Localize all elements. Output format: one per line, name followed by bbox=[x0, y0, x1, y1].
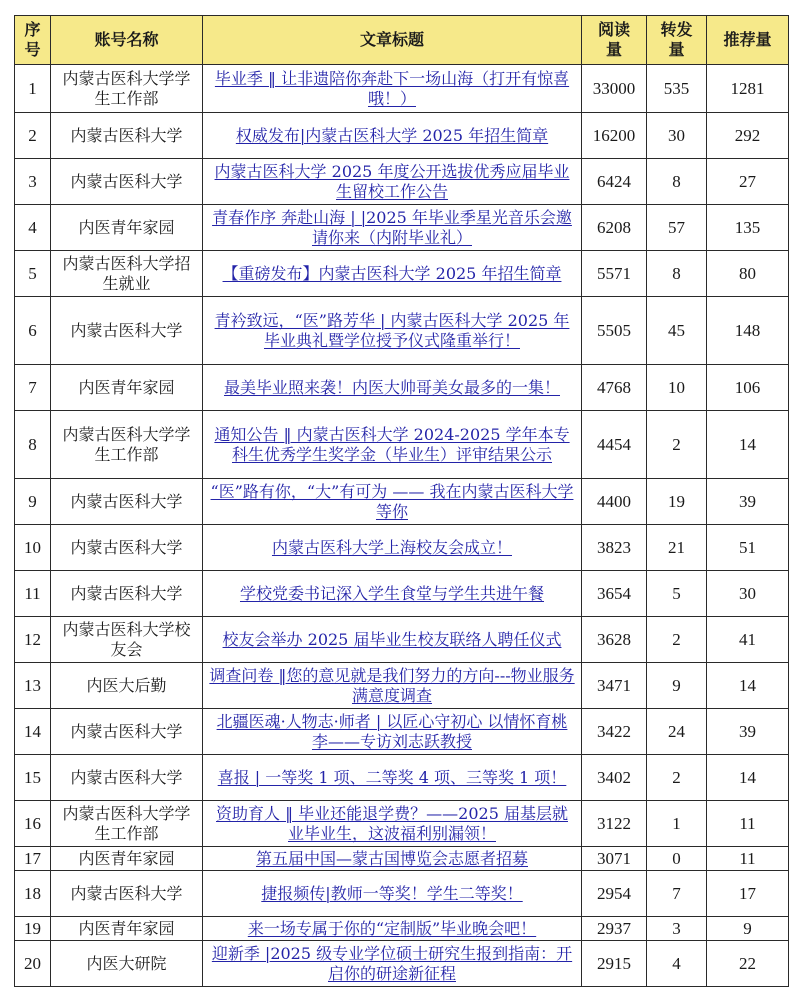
article-title-link[interactable]: 校友会举办 2025 届毕业生校友联络人聘任仪式 bbox=[222, 629, 562, 649]
table-row bbox=[15, 941, 789, 987]
read-count: 3402 bbox=[582, 755, 647, 801]
row-index: 5 bbox=[15, 251, 51, 297]
read-count: 3823 bbox=[582, 525, 647, 571]
table-row bbox=[15, 755, 789, 801]
account-name: 内蒙古医科大学 bbox=[51, 479, 203, 525]
article-title-cell bbox=[203, 525, 582, 571]
read-count: 2954 bbox=[582, 871, 647, 917]
account-name: 内蒙古医科大学校友会 bbox=[51, 617, 203, 663]
recommend-count: 22 bbox=[707, 941, 789, 987]
row-index: 4 bbox=[15, 205, 51, 251]
account-name: 内蒙古医科大学 bbox=[51, 755, 203, 801]
header-index: 序号 bbox=[15, 16, 51, 65]
read-count: 4400 bbox=[582, 479, 647, 525]
row-index: 20 bbox=[15, 941, 51, 987]
read-count: 5571 bbox=[582, 251, 647, 297]
share-count: 8 bbox=[647, 159, 707, 205]
read-count: 3422 bbox=[582, 709, 647, 755]
account-name: 内蒙古医科大学学生工作部 bbox=[51, 65, 203, 113]
header-title: 文章标题 bbox=[203, 16, 582, 65]
share-count: 10 bbox=[647, 365, 707, 411]
article-title-cell bbox=[203, 113, 582, 159]
article-title-link[interactable]: 捷报频传|教师一等奖！学生二等奖！ bbox=[261, 883, 523, 903]
table-row bbox=[15, 871, 789, 917]
read-count: 6208 bbox=[582, 205, 647, 251]
share-count: 2 bbox=[647, 755, 707, 801]
read-count: 3471 bbox=[582, 663, 647, 709]
row-index: 10 bbox=[15, 525, 51, 571]
row-index: 18 bbox=[15, 871, 51, 917]
share-count: 21 bbox=[647, 525, 707, 571]
recommend-count: 9 bbox=[707, 917, 789, 941]
read-count: 2937 bbox=[582, 917, 647, 941]
article-title-link[interactable]: 毕业季 ‖ 让非遗陪你奔赴下一场山海（打开有惊喜哦！） bbox=[214, 68, 570, 108]
row-index: 15 bbox=[15, 755, 51, 801]
article-title-link[interactable]: “医”路有你，“大”有可为 —— 我在内蒙古医科大学等你 bbox=[210, 481, 574, 521]
recommend-count: 27 bbox=[707, 159, 789, 205]
article-title-cell bbox=[203, 663, 582, 709]
table-row bbox=[15, 525, 789, 571]
recommend-count: 14 bbox=[707, 663, 789, 709]
article-title-cell bbox=[203, 801, 582, 847]
read-count: 3654 bbox=[582, 571, 647, 617]
recommend-count: 292 bbox=[707, 113, 789, 159]
share-count: 4 bbox=[647, 941, 707, 987]
account-name: 内蒙古医科大学学生工作部 bbox=[51, 801, 203, 847]
read-count: 3071 bbox=[582, 847, 647, 871]
article-title-link[interactable]: 北疆医魂·人物志·师者 | 以匠心守初心 以情怀育桃李——专访刘志跃教授 bbox=[216, 711, 568, 751]
account-name: 内蒙古医科大学 bbox=[51, 871, 203, 917]
table-row bbox=[15, 205, 789, 251]
article-title-cell bbox=[203, 571, 582, 617]
article-title-cell bbox=[203, 65, 582, 113]
share-count: 57 bbox=[647, 205, 707, 251]
read-count: 4454 bbox=[582, 411, 647, 479]
table-row bbox=[15, 251, 789, 297]
account-name: 内蒙古医科大学 bbox=[51, 571, 203, 617]
share-count: 30 bbox=[647, 113, 707, 159]
account-name: 内医大后勤 bbox=[51, 663, 203, 709]
article-title-cell bbox=[203, 365, 582, 411]
table-row bbox=[15, 663, 789, 709]
article-title-link[interactable]: 【重磅发布】内蒙古医科大学 2025 年招生简章 bbox=[222, 263, 562, 283]
article-title-cell bbox=[203, 847, 582, 871]
row-index: 2 bbox=[15, 113, 51, 159]
share-count: 9 bbox=[647, 663, 707, 709]
table-row bbox=[15, 917, 789, 941]
account-name: 内蒙古医科大学招生就业 bbox=[51, 251, 203, 297]
table-row bbox=[15, 65, 789, 113]
table-row bbox=[15, 801, 789, 847]
share-count: 19 bbox=[647, 479, 707, 525]
table-row bbox=[15, 709, 789, 755]
share-count: 2 bbox=[647, 617, 707, 663]
article-title-link[interactable]: 青春作序 奔赴山海 | |2025 年毕业季星光音乐会邀请你来（内附毕业礼） bbox=[212, 207, 572, 247]
table-row bbox=[15, 617, 789, 663]
header-account: 账号名称 bbox=[51, 16, 203, 65]
account-name: 内医青年家园 bbox=[51, 847, 203, 871]
row-index: 17 bbox=[15, 847, 51, 871]
row-index: 8 bbox=[15, 411, 51, 479]
row-index: 16 bbox=[15, 801, 51, 847]
read-count: 3628 bbox=[582, 617, 647, 663]
account-name: 内蒙古医科大学 bbox=[51, 297, 203, 365]
article-title-link[interactable]: 来一场专属于你的“定制版”毕业晚会吧！ bbox=[247, 918, 537, 938]
account-name: 内蒙古医科大学 bbox=[51, 113, 203, 159]
article-title-cell bbox=[203, 755, 582, 801]
row-index: 14 bbox=[15, 709, 51, 755]
read-count: 2915 bbox=[582, 941, 647, 987]
article-title-link[interactable]: 权威发布|内蒙古医科大学 2025 年招生简章 bbox=[235, 125, 549, 145]
row-index: 3 bbox=[15, 159, 51, 205]
article-title-link[interactable]: 青衿致远，“医”路芳华 | 内蒙古医科大学 2025 年毕业典礼暨学位授予仪式隆重举行！ bbox=[214, 310, 570, 350]
row-index: 7 bbox=[15, 365, 51, 411]
article-title-cell bbox=[203, 709, 582, 755]
table-row bbox=[15, 365, 789, 411]
account-name: 内蒙古医科大学 bbox=[51, 159, 203, 205]
table-header-row bbox=[15, 16, 789, 65]
table-row bbox=[15, 847, 789, 871]
recommend-count: 148 bbox=[707, 297, 789, 365]
share-count: 7 bbox=[647, 871, 707, 917]
article-title-link[interactable]: 资助育人 ‖ 毕业还能退学费？——2025 届基层就业毕业生，这波福利别漏领！ bbox=[216, 803, 568, 843]
article-title-link[interactable]: 内蒙古医科大学上海校友会成立！ bbox=[271, 537, 512, 557]
share-count: 535 bbox=[647, 65, 707, 113]
recommend-count: 80 bbox=[707, 251, 789, 297]
recommend-count: 17 bbox=[707, 871, 789, 917]
recommend-count: 39 bbox=[707, 709, 789, 755]
account-name: 内蒙古医科大学 bbox=[51, 709, 203, 755]
article-title-link[interactable]: 内蒙古医科大学 2025 年度公开选拔优秀应届毕业生留校工作公告 bbox=[214, 161, 570, 201]
article-title-cell bbox=[203, 871, 582, 917]
row-index: 1 bbox=[15, 65, 51, 113]
table-row bbox=[15, 571, 789, 617]
account-name: 内医青年家园 bbox=[51, 205, 203, 251]
recommend-count: 135 bbox=[707, 205, 789, 251]
recommend-count: 106 bbox=[707, 365, 789, 411]
recommend-count: 14 bbox=[707, 411, 789, 479]
read-count: 16200 bbox=[582, 113, 647, 159]
row-index: 11 bbox=[15, 571, 51, 617]
table-row bbox=[15, 479, 789, 525]
row-index: 13 bbox=[15, 663, 51, 709]
recommend-count: 11 bbox=[707, 801, 789, 847]
article-ranking-table bbox=[14, 15, 789, 987]
recommend-count: 14 bbox=[707, 755, 789, 801]
article-title-cell bbox=[203, 941, 582, 987]
account-name: 内医大研院 bbox=[51, 941, 203, 987]
read-count: 6424 bbox=[582, 159, 647, 205]
share-count: 2 bbox=[647, 411, 707, 479]
read-count: 3122 bbox=[582, 801, 647, 847]
table-body bbox=[15, 65, 789, 987]
table-row bbox=[15, 411, 789, 479]
article-title-cell bbox=[203, 205, 582, 251]
article-title-link[interactable]: 学校党委书记深入学生食堂与学生共进午餐 bbox=[239, 583, 544, 603]
recommend-count: 11 bbox=[707, 847, 789, 871]
table-row bbox=[15, 297, 789, 365]
article-title-link[interactable]: 喜报 | 一等奖 1 项、二等奖 4 项、三等奖 1 项！ bbox=[217, 767, 567, 787]
row-index: 9 bbox=[15, 479, 51, 525]
article-title-link[interactable]: 最美毕业照来袭！内医大帅哥美女最多的一集！ bbox=[223, 377, 560, 397]
header-recommends: 推荐量 bbox=[707, 16, 789, 65]
share-count: 8 bbox=[647, 251, 707, 297]
account-name: 内医青年家园 bbox=[51, 365, 203, 411]
article-ranking-table-container bbox=[14, 15, 788, 987]
recommend-count: 39 bbox=[707, 479, 789, 525]
share-count: 5 bbox=[647, 571, 707, 617]
share-count: 24 bbox=[647, 709, 707, 755]
share-count: 45 bbox=[647, 297, 707, 365]
article-title-cell bbox=[203, 159, 582, 205]
article-title-cell bbox=[203, 617, 582, 663]
row-index: 6 bbox=[15, 297, 51, 365]
recommend-count: 1281 bbox=[707, 65, 789, 113]
article-title-cell bbox=[203, 917, 582, 941]
article-title-cell bbox=[203, 297, 582, 365]
article-title-link[interactable]: 迎新季 |2025 级专业学位硕士研究生报到指南：开启你的研途新征程 bbox=[211, 943, 573, 983]
article-title-cell bbox=[203, 479, 582, 525]
read-count: 33000 bbox=[582, 65, 647, 113]
recommend-count: 41 bbox=[707, 617, 789, 663]
recommend-count: 51 bbox=[707, 525, 789, 571]
account-name: 内蒙古医科大学 bbox=[51, 525, 203, 571]
header-shares: 转发量 bbox=[647, 16, 707, 65]
table-row bbox=[15, 113, 789, 159]
recommend-count: 30 bbox=[707, 571, 789, 617]
article-title-cell bbox=[203, 251, 582, 297]
share-count: 3 bbox=[647, 917, 707, 941]
row-index: 19 bbox=[15, 917, 51, 941]
header-reads: 阅读量 bbox=[582, 16, 647, 65]
row-index: 12 bbox=[15, 617, 51, 663]
article-title-link[interactable]: 第五届中国—蒙古国博览会志愿者招募 bbox=[255, 848, 528, 868]
share-count: 1 bbox=[647, 801, 707, 847]
share-count: 0 bbox=[647, 847, 707, 871]
table-row bbox=[15, 159, 789, 205]
account-name: 内医青年家园 bbox=[51, 917, 203, 941]
article-title-link[interactable]: 调查问卷 ‖您的意见就是我们努力的方向---物业服务满意度调查 bbox=[209, 665, 575, 705]
article-title-link[interactable]: 通知公告 ‖ 内蒙古医科大学 2024-2025 学年本专科生优秀学生奖学金（毕业生）评审结果公示 bbox=[214, 424, 570, 464]
account-name: 内蒙古医科大学学生工作部 bbox=[51, 411, 203, 479]
read-count: 4768 bbox=[582, 365, 647, 411]
read-count: 5505 bbox=[582, 297, 647, 365]
article-title-cell bbox=[203, 411, 582, 479]
